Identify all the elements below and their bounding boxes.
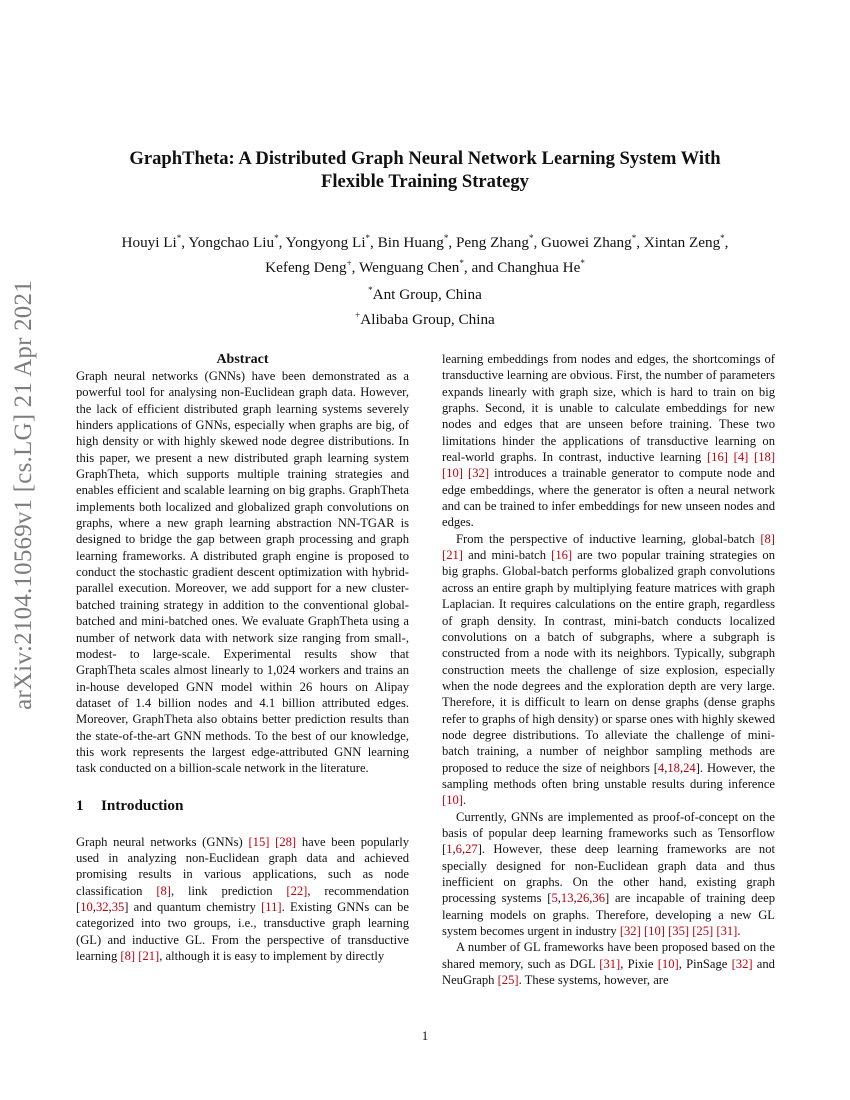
citation-link[interactable]: [32] bbox=[731, 956, 753, 971]
affiliation bbox=[200, 305, 650, 330]
author-name: Kefeng Deng bbox=[265, 259, 347, 277]
citation-link[interactable]: [25] bbox=[497, 973, 519, 988]
author-affiliation-mark: * bbox=[274, 233, 279, 243]
citation-link[interactable]: 4 bbox=[657, 760, 665, 775]
author-name: Bin Huang bbox=[377, 234, 444, 252]
section-number: 1 bbox=[76, 796, 84, 814]
citation-link[interactable]: [32] bbox=[468, 466, 490, 481]
author-affiliation-mark: * bbox=[443, 233, 449, 243]
citation-link[interactable]: 35 bbox=[111, 899, 125, 914]
citation-link[interactable]: [16] bbox=[551, 548, 573, 563]
citation-link[interactable]: 1 bbox=[446, 842, 453, 857]
citation-link[interactable]: [8] bbox=[156, 883, 171, 898]
citation-link[interactable]: [18] bbox=[754, 450, 776, 465]
author-affiliation-mark: * bbox=[459, 258, 464, 269]
author-name: Yongyong Li bbox=[285, 234, 366, 252]
citation-link[interactable]: [35] bbox=[668, 924, 690, 939]
author-name: Houyi Li bbox=[121, 234, 177, 252]
citation-link[interactable]: 27 bbox=[465, 842, 478, 857]
arxiv-identifier-stamp bbox=[0, 280, 48, 710]
body-paragraph: From the perspective of inductive learning, global-batch [8] [21] and mini-batch [16] are two popular training strategies on big graphs. Global-batch performs globalized graph convolutions across an entire graph by multiplying feature matrices with graph Laplacian. It requires calculations on the entire graph, regardless of graph density. In contrast, mini-batch conducts localized convolutions on a batch of subgraphs, where a subgraph is constructed from a node with its neighbors. Typically, subgraph construction meets the challenge of size explosion, especially when the node degrees and the exploration depth are very large. Therefore, it is difficult to learn on dense graphs (dense graphs refer to graphs of high density) or sparse ones with highly skewed node degree distributions. To alleviate the challenge of mini-batch training, a number of neighbor sampling methods are proposed to reduce the size of neighbors [4,18,24]. However, the sampling methods often bring unstable results during inference [10]. bbox=[442, 531, 775, 808]
author-affiliation-mark: * bbox=[176, 233, 182, 243]
author-affiliation-mark: * bbox=[580, 258, 585, 269]
introduction-paragraph-1: Graph neural networks (GNNs) [15] [28] have been popularly used in analyzing non-Euclidean graph data and achieved promising results in various applications, such as node classification [8], link prediction [22], recommendation [10,32,35] and quantum chemistry [11]. Existing GNNs can be categorized into two groups, i.e., transductive graph learning (GL) and inductive GL. From the perspective of transductive learning [8] [21], although it is easy to implement by directly bbox=[76, 834, 410, 963]
citation-link[interactable]: 18 bbox=[667, 760, 680, 775]
citation-link[interactable]: [25] bbox=[692, 924, 714, 939]
abstract-body: Graph neural networks (GNNs) have been demonstrated as a powerful tool for analysing non-Euclidean graph data. However, the lack of efficient distributed graph learning systems severely hinders applications of GNNs, especially when graphs are big, of high density or with highly skewed node degree distributions. In this paper, we present a new distributed graph learning system GraphTheta, which supports multiple training strategies and enables efficient and scalable learning on big graphs. GraphTheta implements both localized and globalized graph convolutions on graphs, where a new graph learning abstraction NN-TGAR is designed to bridge the gap between graph processing and graph learning frameworks. A distributed graph engine is proposed to conduct the stochastic gradient descent optimization with hybrid-parallel execution. Moreover, we add support for a new cluster-batched training strategy in addition to the conventional global-batched and mini-batched ones. We evaluate GraphTheta using a number of network data with network size ranging from small-, modest- to large-scale. Experimental results show that GraphTheta scales almost linearly to 1,024 workers and trains an in-house developed GNN model within 26 hours on Alipay dataset of 1.4 billion nodes and 4.1 billion attributed edges. Moreover, GraphTheta also obtains better prediction results than the state-of-the-art GNN methods. To the best of our knowledge, this work represents the largest edge-attributed GNN learning task conducted on a billion-scale network in the literature. bbox=[76, 369, 409, 776]
affiliation-list bbox=[200, 280, 650, 330]
section-title: Introduction bbox=[101, 796, 184, 814]
citation-link[interactable]: [10] bbox=[442, 466, 463, 481]
title-line-1: GraphTheta: A Distributed Graph Neural Network Learning System With bbox=[129, 148, 721, 169]
author-affiliation-mark: * bbox=[528, 233, 534, 243]
citation-link[interactable]: 36 bbox=[592, 891, 605, 906]
affiliation-text: Alibaba Group, China bbox=[360, 311, 495, 329]
author-list: Houyi Li*, Yongchao Liu*, Yongyong Li*, Bin Huang*, Peng Zhang*, Guowei Zhang*, Xintan Zeng*, Kefeng Deng+, Wenguang Chen*, and Changhua He* bbox=[121, 233, 729, 277]
citation-link[interactable]: [4] bbox=[733, 450, 749, 465]
citation-link[interactable]: 24 bbox=[683, 760, 696, 775]
author-affiliation-mark: + bbox=[346, 258, 352, 269]
citation-link[interactable]: [32] bbox=[619, 924, 641, 939]
citation-link[interactable]: [31] bbox=[599, 956, 621, 971]
citation-link[interactable]: [8] bbox=[120, 949, 136, 963]
citation-link[interactable]: [28] bbox=[275, 834, 297, 849]
citation-link[interactable]: [8] bbox=[760, 531, 775, 546]
body-paragraph: Currently, GNNs are implemented as proof-of-concept on the basis of popular deep learning frameworks such as Tensorflow [1,6,27]. However, these deep learning frameworks are not specially designed for non-Euclidean graph data and thus inefficient on graphs. On the other hand, existing graph processing systems [5,13,26,36] are incapable of training deep learning models on graphs. Therefore, developing a new GL system becomes urgent in industry [32] [10] [35] [25] [31]. bbox=[442, 809, 775, 939]
affiliation-mark: + bbox=[355, 310, 361, 321]
citation-link[interactable]: [15] bbox=[248, 834, 270, 849]
citation-link[interactable]: [21] bbox=[442, 548, 463, 563]
citation-link[interactable]: [22] bbox=[286, 883, 308, 898]
right-column bbox=[442, 351, 775, 988]
citation-link[interactable]: [16] bbox=[706, 450, 728, 465]
author-name: Yongchao Liu bbox=[188, 234, 275, 252]
citation-link[interactable]: [10] bbox=[657, 956, 679, 971]
citation-link[interactable]: 10 bbox=[80, 899, 93, 914]
author-name: Guowei Zhang bbox=[541, 234, 632, 252]
author-name: Changhua He bbox=[497, 259, 581, 277]
affiliation bbox=[200, 280, 650, 305]
author-affiliation-mark: * bbox=[365, 233, 371, 243]
citation-link[interactable]: [10] bbox=[442, 793, 463, 808]
affiliation-mark: * bbox=[368, 285, 373, 295]
author-name: Wenguang Chen bbox=[358, 259, 460, 277]
body-paragraph: learning embeddings from nodes and edges, the shortcomings of transductive learning are obvious. First, the number of parameters expands linearly with graph size, which is hard to train on big graphs. Second, it is unable to calculate embeddings for new nodes and edges that are unseen before training. These two limitations hinder the applications of transductive learning on real-world graphs. In contrast, inductive learning [16] [4] [18] [10] [32] introduces a trainable generator to compute node and edge embeddings, where the generator is often a neural network and can be trained to infer embeddings for new unseen nodes and edges. bbox=[442, 352, 776, 530]
abstract-heading: Abstract bbox=[216, 352, 269, 367]
arxiv-identifier-text: arXiv:2104.10569v1 [cs.LG] 21 Apr 2021 bbox=[10, 280, 37, 710]
body-paragraph: A number of GL frameworks have been proposed based on the shared memory, such as DGL [31], Pixie [10], PinSage [32] and NeuGraph [25]. These systems, however, are bbox=[442, 940, 775, 988]
citation-link[interactable]: 6 bbox=[455, 842, 462, 857]
left-column bbox=[76, 351, 409, 964]
author-name: Xintan Zeng bbox=[643, 234, 721, 252]
author-name: Peng Zhang bbox=[455, 234, 529, 252]
citation-link[interactable]: 32 bbox=[95, 899, 109, 914]
page-number: 1 bbox=[421, 1029, 429, 1043]
title-line-2: Flexible Training Strategy bbox=[321, 171, 529, 192]
author-affiliation-mark: * bbox=[720, 233, 725, 243]
affiliation-text: Ant Group, China bbox=[372, 286, 482, 304]
citation-link[interactable]: [21] bbox=[138, 949, 160, 963]
section-heading-introduction bbox=[76, 797, 409, 815]
paper-title bbox=[90, 147, 760, 193]
citation-link[interactable]: 26 bbox=[576, 891, 590, 906]
citation-link[interactable]: [11] bbox=[261, 899, 282, 914]
citation-link[interactable]: 13 bbox=[560, 891, 574, 906]
author-affiliation-mark: * bbox=[631, 233, 637, 243]
citation-link[interactable]: [31] bbox=[716, 924, 738, 939]
citation-link[interactable]: 5 bbox=[551, 891, 558, 906]
citation-link[interactable]: [10] bbox=[643, 924, 665, 939]
